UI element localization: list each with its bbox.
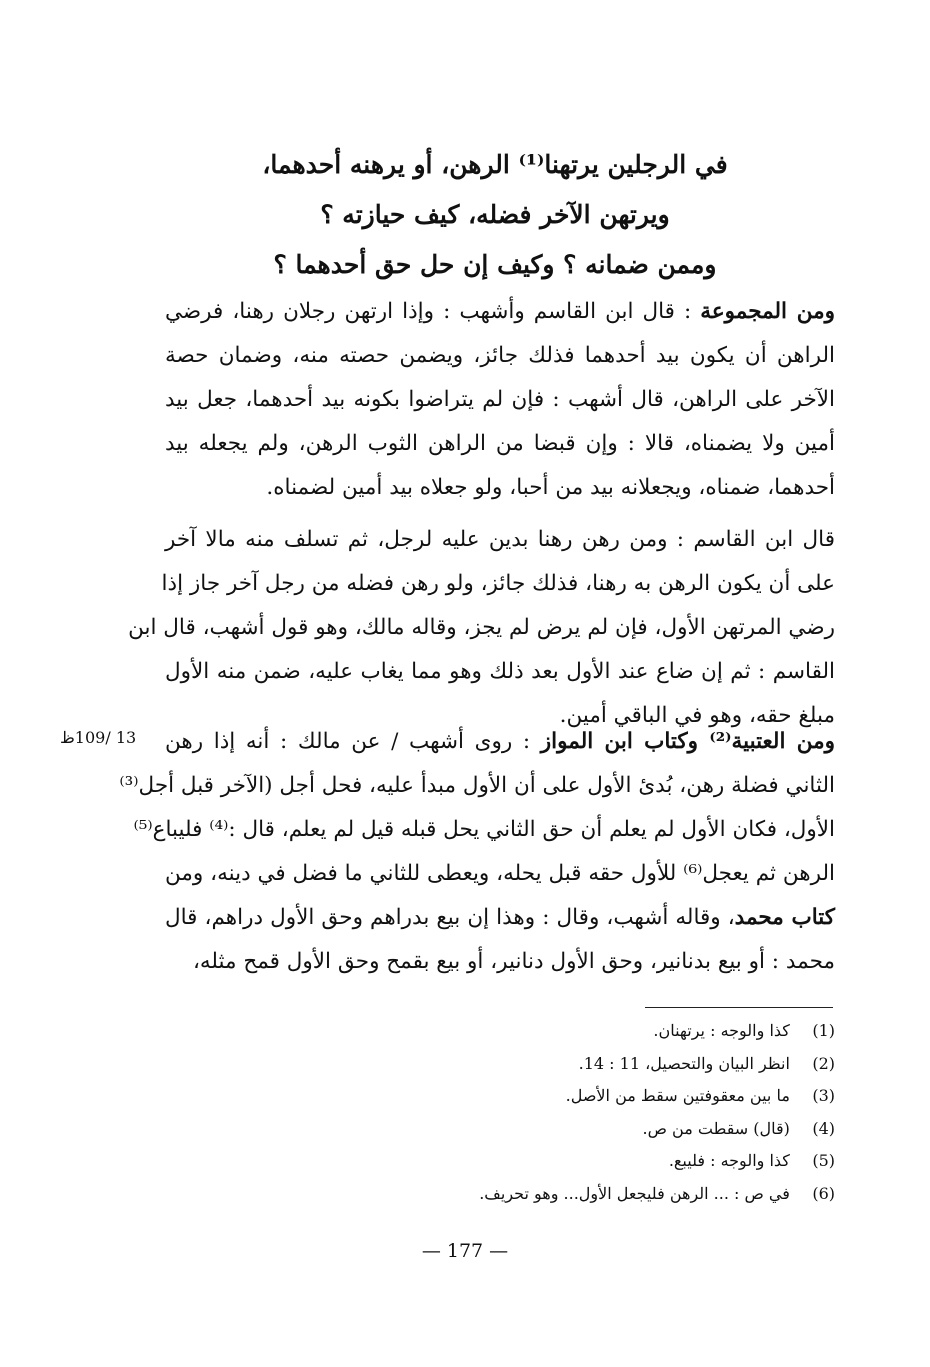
text-line	[165, 290, 835, 334]
footnote	[300, 1080, 835, 1113]
footnote	[300, 1048, 835, 1081]
paragraph-majmua	[165, 290, 835, 510]
footnote	[300, 1178, 835, 1211]
footnotes	[300, 1015, 835, 1210]
line-text: ، وقاله أشهب، وقال : وهذا إن بيع بدراهم وحق الأول دراهم، قال	[165, 905, 735, 930]
text-line: قال ابن القاسم : ومن رهن رهنا بدين عليه لرجل، ثم تسلف منه مالا آخر	[165, 527, 835, 552]
source-keyword: ومن المجموعة	[700, 299, 835, 324]
footnote-number: (5)	[812, 1151, 835, 1170]
text-line: مبلغ حقه، وهو في الباقي أمين.	[559, 703, 835, 728]
text-line: أحدهما، ضمناه، ويجعلانه بيد من أحبا، ولو جعلاه بيد أمين لضمناه.	[266, 475, 835, 500]
footnote	[300, 1145, 835, 1178]
footnote-number: (4)	[812, 1118, 835, 1138]
footnote-divider	[645, 1007, 833, 1008]
footnote-number: (1)	[812, 1021, 835, 1040]
text-line: الثاني فضلة رهن، بُدئ الأول على أن الأول مبدأ عليه، فحل أجل (الآخر قبل أجل⁽³⁾	[119, 773, 835, 798]
footnote-text: كذا والوجه : فليبع.	[668, 1151, 790, 1170]
line-text: : قال ابن القاسم وأشهب : وإذا ارتهن رجلان رهنا، فرضي	[165, 299, 701, 324]
title-line: وممن ضمانه ؟ وكيف إن حل حق أحدهما ؟	[273, 250, 717, 279]
text-line: الأول، فكان الأول لم يعلم أن حق الثاني يحل قبله قيل لم يعلم، قال :⁽⁴⁾ فليباع⁽⁵⁾	[133, 817, 835, 842]
page-number: — 177 —	[421, 1240, 509, 1262]
text-line: أمين ولا يضمناه، قالا : وإن قبضا من الراهن الثوب الرهن، ولم يجعله بيد	[165, 431, 835, 456]
text-line: الراهن أن يكون بيد أحدهما فذلك جائز، ويضمن حصته منه، وضمان حصة	[165, 343, 835, 368]
footnote-text: انظر البيان والتحصيل، 11 : 14.	[578, 1053, 790, 1073]
title-line: في الرجلين يرتهنا⁽¹⁾ الرهن، أو يرهنه أحدهما،	[262, 150, 728, 179]
text-line: رضي المرتهن الأول، فإن لم يرض لم يجز، وقاله مالك، وهو قول أشهب، قال ابن	[128, 615, 835, 640]
text-line	[165, 896, 835, 940]
text-line	[165, 720, 835, 764]
paragraph-utbiyya	[119, 720, 836, 984]
paragraph-ibn-qasim	[128, 518, 835, 738]
line-text: : روى أشهب / عن مالك : أنه إذا رهن	[165, 729, 541, 754]
footnote-text: في ص : ... الرهن فليجعل الأول... وهو تحريف.	[479, 1183, 790, 1203]
footnote-text: ما بين معقوفتين سقط من الأصل.	[565, 1086, 790, 1105]
text-line: الآخر على الراهن، قال أشهب : فإن لم يتراضوا بكونه بيد أحدهما، جعل بيد	[165, 387, 835, 412]
footnote-number: (2)	[812, 1053, 835, 1073]
footnote-text: (قال) سقطت من ص.	[642, 1118, 790, 1138]
footnote-number: (6)	[812, 1183, 835, 1203]
section-title	[150, 140, 840, 290]
manuscript-folio-ref: 13 /109ظ	[60, 728, 137, 747]
text-line: محمد : أو بيع بدنانير، وحق الأول دنانير، أو بيع بقمح وحق الأول قمح مثله،	[192, 949, 835, 974]
source-keyword: ومن العتبية⁽²⁾ وكتاب ابن المواز	[540, 729, 836, 754]
text-line: الرهن ثم يعجل⁽⁶⁾ للأول حقه قبل يحله، ويعطى للثاني ما فضل في دينه، ومن	[165, 861, 835, 886]
footnote-number: (3)	[812, 1086, 835, 1105]
title-line: ويرتهن الآخر فضله، كيف حيازته ؟	[320, 200, 670, 229]
text-line: القاسم : ثم إن ضاع عند الأول بعد ذلك وهو مما يغاب عليه، ضمن منه الأول	[165, 659, 835, 684]
footnote-text: كذا والوجه : يرتهنان.	[653, 1021, 790, 1040]
text-line: على أن يكون الرهن به رهنا، فذلك جائز، ولو رهن فضله من رجل آخر جاز إذا	[161, 571, 835, 596]
footnote	[300, 1015, 835, 1048]
footnote	[300, 1113, 835, 1146]
source-keyword: كتاب محمد	[734, 905, 836, 930]
